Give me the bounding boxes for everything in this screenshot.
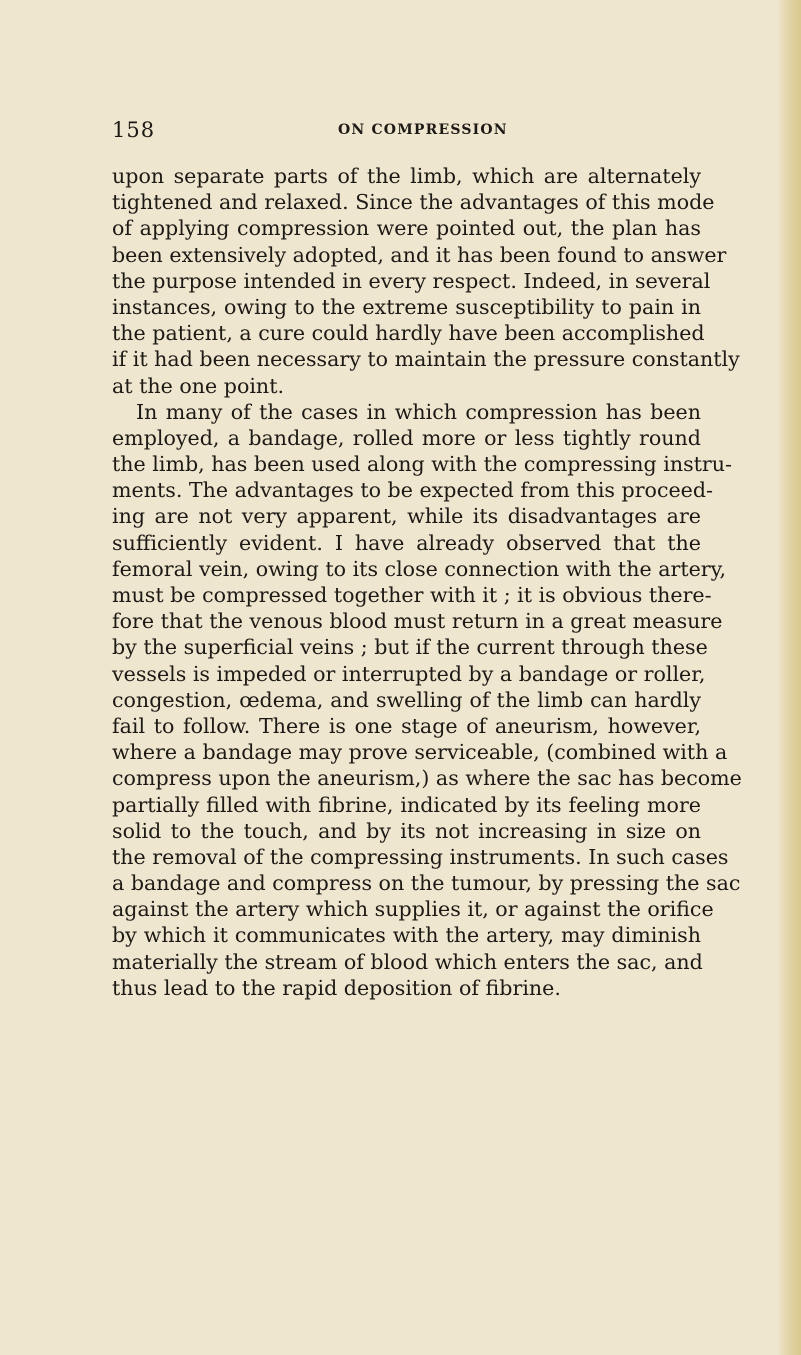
text-line: ments. The advantages to be expected from this proceed- [112,478,714,503]
text-line: by which it communicates with the artery, may diminish [112,923,701,948]
text-line: the removal of the compressing instruments. In such cases [112,844,729,869]
page-number: 158 [112,118,156,142]
text-line: against the artery which supplies it, or against the orifice [112,897,714,922]
text-line: upon separate parts of the limb, which are alternately [112,164,701,188]
text-line: the purpose intended in every respect. Indeed, in several [112,268,711,293]
text-line: vessels is impeded or interrupted by a bandage or roller, [112,661,706,686]
text-line: ing are not very apparent, while its disadvantages are [112,504,701,529]
text-line: tightened and relaxed. Since the advantages of this mode [112,190,715,215]
text-line: instances, owing to the extreme susceptibility to pain in [112,294,701,319]
paragraph-2 [112,399,742,1001]
text-line: In many of the cases in which compression has been [136,399,701,424]
text-line: the limb, has been used along with the compressing instru- [112,452,732,477]
text-line: congestion, œdema, and swelling of the limb can hardly [112,687,701,712]
text-line: by the superficial veins ; but if the current through these [112,635,708,660]
paragraph-1 [112,163,740,399]
text-line: the patient, a cure could hardly have been accomplished [112,321,705,346]
text-line: a bandage and compress on the tumour, by pressing the sac [112,871,741,896]
text-line: of applying compression were pointed out, the plan has [112,216,701,241]
text-line: must be compressed together with it ; it is obvious there- [112,583,712,607]
text-line: where a bandage may prove serviceable, (combined with a [112,740,728,765]
running-head: ON COMPRESSION [338,122,508,138]
text-line: fore that the venous blood must return in a great measure [112,609,723,634]
body-text [112,163,742,1001]
text-line: employed, a bandage, rolled more or less tightly round [112,425,701,450]
page-edge [779,0,801,1355]
text-line: solid to the touch, and by its not increasing in size on [112,818,701,843]
text-line: been extensively adopted, and it has been found to answer [112,242,727,267]
text-line: partially filled with fibrine, indicated by its feeling more [112,792,701,817]
text-line: femoral vein, owing to its close connection with the artery, [112,556,727,581]
text-line: fail to follow. There is one stage of aneurism, however, [112,713,701,738]
text-line: if it had been necessary to maintain the pressure constantly [112,347,740,372]
text-line: sufficiently evident. I have already observed that the [112,530,701,555]
text-line: materially the stream of blood which enters the sac, and [112,949,703,974]
text-line: at the one point. [112,373,285,398]
text-line: thus lead to the rapid deposition of fibrine. [112,975,561,1000]
text-line: compress upon the aneurism,) as where the sac has become [112,766,742,791]
page-header [112,118,702,142]
